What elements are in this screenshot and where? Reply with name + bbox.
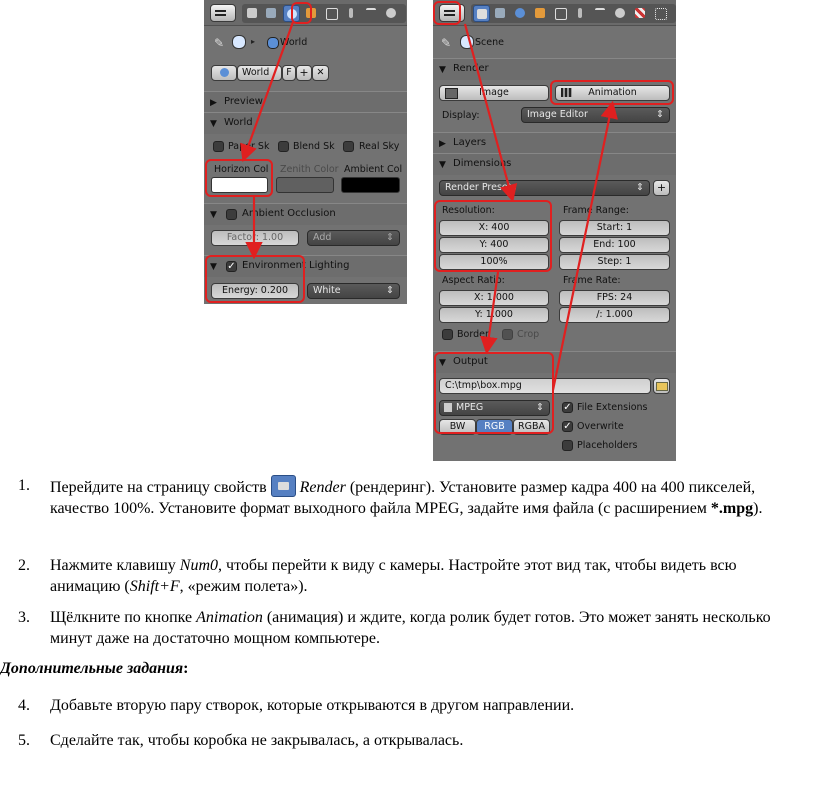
editor-type-button[interactable] bbox=[210, 4, 236, 22]
tab-constraints[interactable] bbox=[552, 5, 569, 22]
image-icon bbox=[445, 88, 458, 99]
highlight-render-tab bbox=[433, 1, 461, 25]
ambient-occlusion-checkbox[interactable] bbox=[226, 209, 237, 220]
color-mode-bw-button[interactable]: BW bbox=[439, 419, 476, 435]
frame-start-field[interactable]: Start: 1 bbox=[559, 220, 670, 236]
section-world[interactable]: ▼ World bbox=[204, 112, 407, 134]
environment-lighting-checkbox[interactable]: ✓ bbox=[227, 261, 236, 272]
tab-constraints[interactable] bbox=[323, 5, 340, 22]
add-preset-icon[interactable]: + bbox=[653, 180, 670, 196]
breadcrumb-scene: Scene bbox=[475, 37, 504, 48]
highlight-environment-lighting bbox=[205, 255, 305, 303]
blend-sky-checkbox[interactable] bbox=[278, 141, 289, 152]
highlight-resolution bbox=[434, 200, 552, 272]
highlight-animation-button bbox=[550, 80, 674, 105]
world-icon bbox=[267, 37, 279, 49]
output-path-field[interactable]: C:\tmp\box.mpg bbox=[439, 378, 651, 394]
tab-material[interactable] bbox=[383, 5, 400, 22]
border-label: Border bbox=[457, 329, 489, 340]
properties-header bbox=[433, 0, 676, 26]
expanded-arrow-icon: ▼ bbox=[210, 119, 217, 129]
overwrite-checkbox[interactable]: ✓ bbox=[563, 421, 572, 432]
tab-particles[interactable] bbox=[652, 5, 669, 22]
resolution-percentage-field[interactable]: 100% bbox=[439, 254, 549, 270]
pin-icon[interactable]: ✎ bbox=[441, 36, 452, 50]
render-presets-select[interactable]: Render Presets ⇕ bbox=[439, 180, 650, 196]
ao-factor-field[interactable]: Factor: 1.00 bbox=[211, 230, 299, 246]
tab-texture[interactable] bbox=[632, 5, 649, 22]
task-1: 1. Перейдите на страницу свойств Render (рендеринг). Установите размер кадра 400 на 400 пикселей, качество 100%. Установите формат выходного файла MPEG, задайте имя файла (с расширением *.mpg). bbox=[18, 477, 763, 517]
paper-sky-checkbox[interactable] bbox=[213, 141, 224, 152]
real-sky-checkbox[interactable] bbox=[343, 141, 354, 152]
select-arrows-icon: ⇕ bbox=[656, 109, 664, 120]
collapsed-arrow-icon: ▶ bbox=[210, 98, 217, 108]
real-sky-label: Real Sky bbox=[359, 141, 400, 152]
aspect-y-field[interactable]: Y: 1.000 bbox=[439, 307, 549, 323]
color-mode-rgb-button[interactable]: RGB bbox=[476, 419, 513, 435]
zenith-color-swatch[interactable] bbox=[276, 177, 334, 193]
display-select[interactable]: Image Editor ⇕ bbox=[521, 107, 670, 123]
aspect-ratio-label: Aspect Ratio: bbox=[442, 275, 505, 286]
task-2: 2. Нажмите клавишу Num0, чтобы перейти к виду с камеры. Настройте этот вид так, чтобы видеть всю анимацию (Shift+F, «режим полета»). bbox=[18, 557, 737, 595]
fake-user-button[interactable]: F bbox=[282, 65, 296, 81]
task-number: 5. bbox=[18, 732, 30, 749]
placeholders-label: Placeholders bbox=[577, 440, 638, 451]
overwrite-label: Overwrite bbox=[577, 421, 624, 432]
horizon-color-label: Horizon Col bbox=[214, 164, 269, 175]
section-dimensions[interactable]: ▼ Dimensions bbox=[433, 153, 676, 175]
highlight-output bbox=[434, 352, 554, 434]
world-browse-button[interactable] bbox=[211, 65, 237, 81]
file-extensions-label: File Extensions bbox=[577, 402, 648, 413]
tab-data[interactable] bbox=[592, 5, 609, 22]
unlink-world-icon[interactable]: ✕ bbox=[312, 65, 329, 81]
task-number: 4. bbox=[18, 697, 30, 714]
color-mode-rgba-button[interactable]: RGBA bbox=[513, 419, 550, 435]
render-animation-button[interactable]: Animation bbox=[555, 85, 670, 101]
tab-scene[interactable] bbox=[263, 5, 280, 22]
tab-material[interactable] bbox=[612, 5, 629, 22]
crop-label: Crop bbox=[517, 329, 540, 340]
fps-field[interactable]: FPS: 24 bbox=[559, 290, 670, 306]
tab-modifiers[interactable] bbox=[572, 5, 589, 22]
expanded-arrow-icon: ▼ bbox=[439, 358, 446, 368]
energy-field[interactable]: Energy: 0.200 bbox=[211, 283, 299, 299]
breadcrumb-world: World bbox=[280, 37, 308, 48]
section-preview[interactable]: ▶ Preview bbox=[204, 91, 407, 113]
new-world-icon[interactable]: + bbox=[296, 65, 312, 81]
select-arrows-icon: ⇕ bbox=[386, 285, 394, 296]
render-image-button[interactable]: Image bbox=[439, 85, 549, 101]
world-properties-panel bbox=[204, 0, 407, 304]
task-3: 3. Щёлкните по кнопке Animation (анимация) и ждите, когда ролик будет готов. Это может занять несколько минут даже на достаточно мощном компьютере. bbox=[18, 609, 771, 647]
breadcrumb-arrow-icon: ▸ bbox=[251, 37, 256, 46]
crop-checkbox[interactable] bbox=[502, 329, 513, 340]
environment-source-select[interactable]: White ⇕ bbox=[307, 283, 400, 299]
expanded-arrow-icon: ▼ bbox=[210, 210, 217, 220]
section-render[interactable]: ▼ Render bbox=[433, 58, 676, 80]
extra-tasks-heading: Дополнительные задания: bbox=[0, 660, 189, 677]
section-environment-lighting[interactable]: ▼ ✓ Environment Lighting bbox=[204, 255, 407, 277]
render-tab-icon bbox=[271, 475, 296, 497]
render-properties-panel bbox=[433, 0, 676, 461]
section-output[interactable]: ▼ Output bbox=[433, 351, 676, 373]
scene-icon bbox=[232, 35, 246, 49]
task-number: 3. bbox=[18, 609, 30, 626]
collapsed-arrow-icon: ▶ bbox=[439, 139, 446, 149]
display-label: Display: bbox=[442, 110, 480, 121]
resolution-y-field[interactable]: Y: 400 bbox=[439, 237, 549, 253]
highlight-horizon-color bbox=[205, 159, 273, 197]
context-tabs bbox=[471, 4, 676, 23]
world-name-field[interactable]: World bbox=[237, 65, 282, 81]
resolution-label: Resolution: bbox=[442, 205, 495, 216]
tab-data[interactable] bbox=[363, 5, 380, 22]
zenith-color-label: Zenith Color bbox=[280, 164, 339, 175]
select-arrows-icon: ⇕ bbox=[536, 402, 544, 413]
scene-icon bbox=[460, 35, 474, 49]
blend-sky-label: Blend Sk bbox=[293, 141, 335, 152]
task-number: 1. bbox=[18, 477, 30, 494]
border-checkbox[interactable] bbox=[442, 329, 453, 340]
expanded-arrow-icon: ▼ bbox=[210, 262, 217, 272]
ao-mode-select[interactable]: Add ⇕ bbox=[307, 230, 400, 246]
select-arrows-icon: ⇕ bbox=[636, 182, 644, 193]
select-arrows-icon: ⇕ bbox=[386, 232, 394, 243]
file-extensions-checkbox[interactable]: ✓ bbox=[563, 402, 572, 413]
section-ambient-occlusion[interactable]: ▼ Ambient Occlusion bbox=[204, 203, 407, 225]
expanded-arrow-icon: ▼ bbox=[439, 65, 446, 75]
ambient-color-label: Ambient Col bbox=[344, 164, 403, 175]
file-format-select[interactable]: MPEG ⇕ bbox=[439, 400, 550, 416]
resolution-x-field[interactable]: X: 400 bbox=[439, 220, 549, 236]
folder-icon[interactable] bbox=[653, 378, 670, 394]
frame-range-label: Frame Range: bbox=[563, 205, 629, 216]
pin-icon[interactable]: ✎ bbox=[214, 36, 225, 50]
tab-render[interactable] bbox=[244, 5, 261, 22]
fps-base-field[interactable]: /: 1.000 bbox=[559, 307, 670, 323]
tab-scene[interactable] bbox=[492, 5, 509, 22]
task-5: 5. Сделайте так, чтобы коробка не закрывалась, а открывалась. bbox=[18, 732, 464, 749]
placeholders-checkbox[interactable] bbox=[562, 440, 573, 451]
context-tabs bbox=[242, 4, 406, 23]
section-layers[interactable]: ▶ Layers bbox=[433, 132, 676, 154]
frame-rate-label: Frame Rate: bbox=[563, 275, 621, 286]
task-number: 2. bbox=[18, 557, 30, 574]
task-4: 4. Добавьте вторую пару створок, которые открываются в другом направлении. bbox=[18, 697, 575, 714]
paper-sky-label: Paper Sk bbox=[228, 141, 270, 152]
tab-modifiers[interactable] bbox=[343, 5, 360, 22]
tab-object[interactable] bbox=[532, 5, 549, 22]
aspect-x-field[interactable]: X: 1.000 bbox=[439, 290, 549, 306]
frame-end-field[interactable]: End: 100 bbox=[559, 237, 670, 253]
expanded-arrow-icon: ▼ bbox=[439, 160, 446, 170]
frame-step-field[interactable]: Step: 1 bbox=[559, 254, 670, 270]
ambient-color-swatch[interactable] bbox=[341, 177, 400, 193]
tab-render[interactable] bbox=[473, 5, 490, 22]
highlight-world-tab bbox=[291, 2, 312, 24]
tab-world[interactable] bbox=[512, 5, 529, 22]
